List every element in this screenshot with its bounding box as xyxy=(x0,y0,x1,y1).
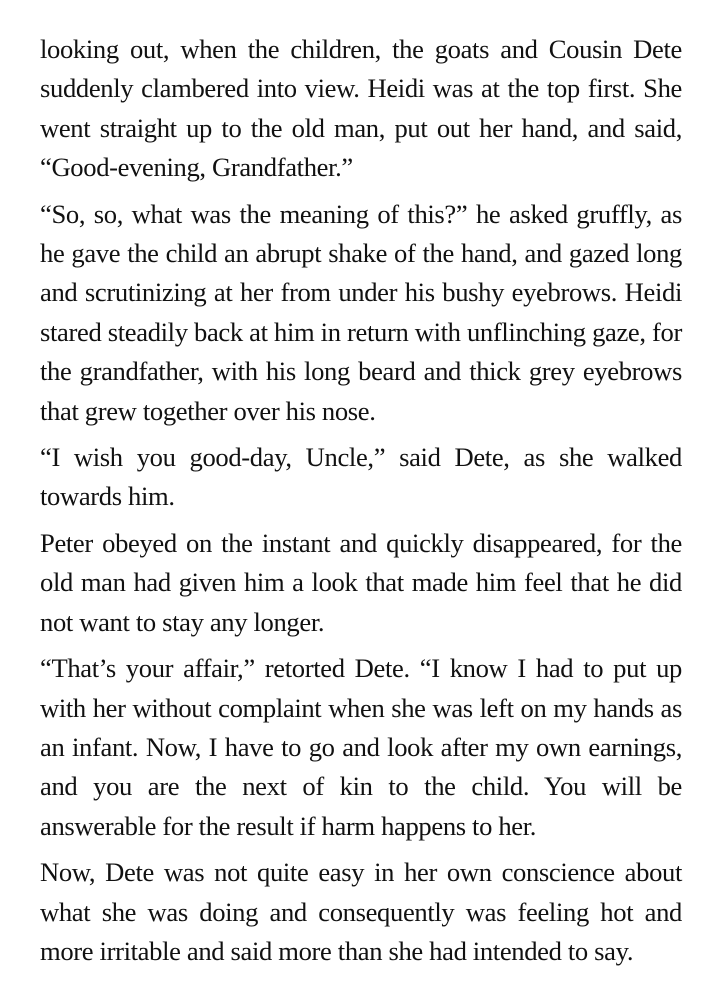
paragraph-dete-conscience: Now, Dete was not quite easy in her own conscience about what she was doing and consequently was feeling hot and more irritable and said more than she had intended to say. xyxy=(40,857,682,966)
paragraph-peter-leaves: Peter obeyed on the instant and quickly disappeared, for the old man had given him a look that made him feel that he did not want to stay any longer. xyxy=(40,527,682,637)
paragraph-heidi-arrives: looking out, when the children, the goats and Cousin Dete suddenly clambered into view. Heidi was at the top first. She went straight up to the old man, put out her hand, and said, “Good-evening, Grandfather.” xyxy=(40,34,682,183)
paragraph-grandfather-greeting: “So, so, what was the meaning of this?” he asked gruffly, as he gave the child an abrupt shake of the hand, and gazed long and scrutinizing at her from under his bushy eyebrows. Heidi stared steadily back at him in return with unflinching gaze, for the grandfather, with his long beard and thick grey eyebrows that grew together over his nose. xyxy=(40,198,682,426)
paragraph-dete-retort: “That’s your affair,” retorted Dete. “I know I had to put up with her without complaint when she was left on my hands as an infant. Now, I have to go and look after my own earnings, and you are the next of kin to the child. You will be answerable for the result if harm happens to her. xyxy=(40,653,682,841)
paragraph-dete-greeting: “I wish you good-day, Uncle,” said Dete, as she walked towards him. xyxy=(40,442,682,512)
